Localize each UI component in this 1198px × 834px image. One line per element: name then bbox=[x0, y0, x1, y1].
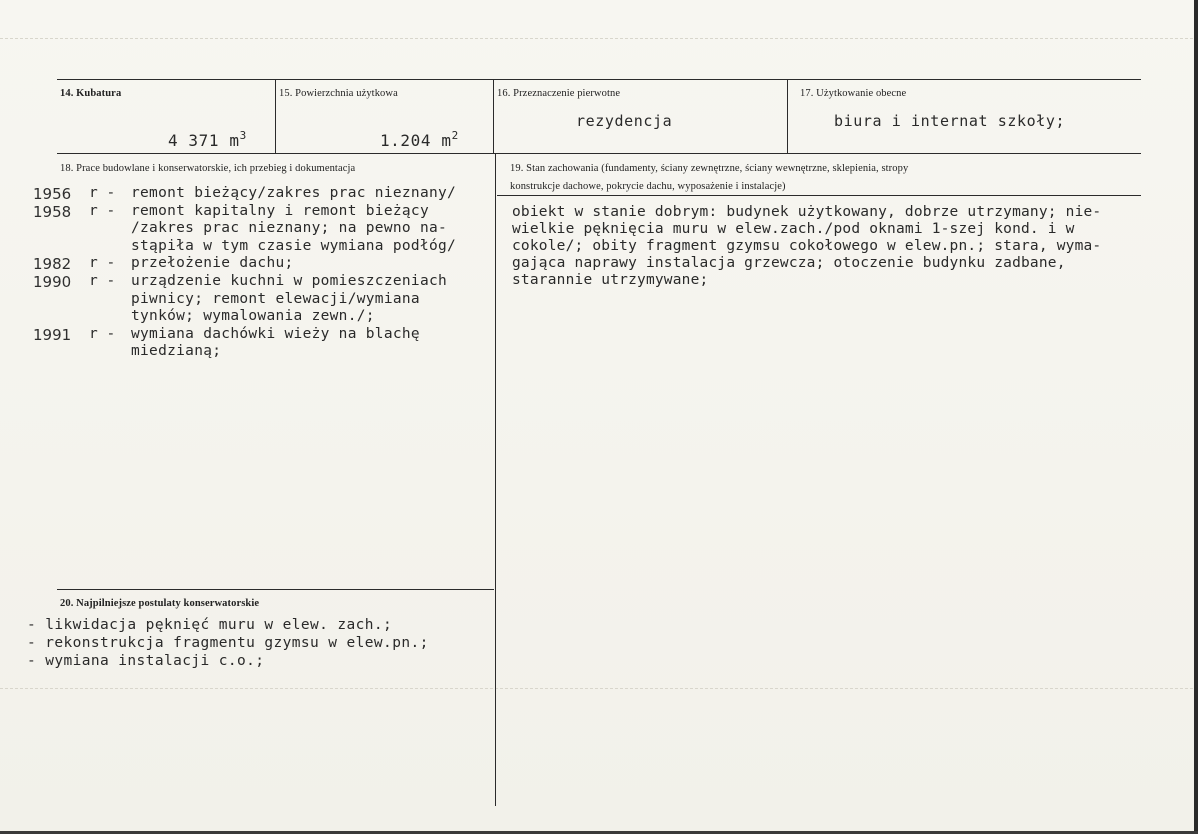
field-15-label: 15. Powierzchnia użytkowa bbox=[279, 88, 398, 99]
state-line: cokole/; obity fragment gzymsu cokołowego w elew.pn.; stara, wyma- bbox=[512, 238, 1102, 254]
work-text: tynków; wymalowania zewn./; bbox=[131, 308, 375, 325]
work-year: 1958 bbox=[33, 202, 72, 221]
state-line: wielkie pęknięcia muru w elew.zach./pod oknami 1-szej kond. i w bbox=[512, 221, 1075, 237]
work-text: stąpiła w tym czasie wymiana podłóg/ bbox=[131, 237, 457, 254]
postulate-item: - wymiana instalacji c.o.; bbox=[27, 653, 265, 669]
postulates-label: 20. Najpilniejsze postulaty konserwatorskie bbox=[60, 598, 260, 609]
field-14-unit-exponent: 3 bbox=[239, 129, 247, 142]
top-rule bbox=[57, 79, 1141, 80]
work-year: 1956 bbox=[33, 185, 72, 203]
card-edge-right bbox=[1194, 0, 1198, 834]
work-r: r - bbox=[89, 272, 116, 289]
sep-15-16 bbox=[493, 80, 494, 153]
postulates-top-rule bbox=[57, 589, 494, 590]
faint-rule-bottom bbox=[0, 688, 1198, 689]
field-17-label: 17. Użytkowanie obecne bbox=[800, 88, 907, 99]
faint-rule-top bbox=[0, 38, 1198, 39]
work-year: 1991 bbox=[33, 325, 72, 344]
postulate-item: - likwidacja pęknięć muru w elew. zach.; bbox=[27, 617, 393, 633]
work-text: urządzenie kuchni w pomieszczeniach bbox=[131, 272, 448, 289]
work-r: r - bbox=[89, 185, 116, 201]
postulate-item: - rekonstrukcja fragmentu gzymsu w elew.pn.; bbox=[27, 635, 429, 651]
work-text: przełożenie dachu; bbox=[131, 255, 294, 272]
work-text: remont kapitalny i remont bieżący bbox=[131, 202, 429, 219]
field-14-label: 14. Kubatura bbox=[60, 88, 122, 99]
work-r: r - bbox=[89, 202, 116, 219]
work-text: piwnicy; remont elewacji/wymiana bbox=[131, 290, 420, 307]
field-14-value-text: 4 371 m bbox=[167, 131, 240, 150]
work-text: remont bieżący/zakres prac nieznany/ bbox=[131, 185, 457, 201]
work-year: 1982 bbox=[33, 255, 72, 274]
works-label: 18. Prace budowlane i konserwatorskie, ich przebieg i dokumentacja bbox=[60, 163, 356, 174]
state-line: starannie utrzymywane; bbox=[512, 272, 709, 288]
state-line: obiekt w stanie dobrym: budynek użytkowany, dobrze utrzymany; nie- bbox=[512, 204, 1102, 220]
sep-18-19 bbox=[495, 154, 496, 806]
field-15-value-text: 1.204 m bbox=[379, 131, 452, 150]
sep-14-15 bbox=[275, 80, 276, 153]
work-r: r - bbox=[89, 255, 116, 272]
field-14-value bbox=[127, 110, 246, 169]
field-15-unit-exponent: 2 bbox=[451, 129, 459, 142]
field-17-value: biura i internat szkoły; bbox=[834, 112, 1066, 130]
state-label-line1: 19. Stan zachowania (fundamenty, ściany zewnętrzne, ściany wewnętrzne, sklepienia, stropy bbox=[510, 163, 909, 174]
work-r: r - bbox=[89, 325, 116, 342]
field-16-value: rezydencja bbox=[576, 112, 673, 130]
field-16-label: 16. Przeznaczenie pierwotne bbox=[497, 88, 621, 99]
work-text: miedzianą; bbox=[131, 343, 222, 360]
state-line: gająca naprawy instalacja grzewcza; otoczenie budynku zadbane, bbox=[512, 255, 1066, 271]
work-text: /zakres prac nieznany; na pewno na- bbox=[131, 220, 448, 237]
work-text: wymiana dachówki wieży na blachę bbox=[131, 325, 420, 342]
state-label-line2: konstrukcje dachowe, pokrycie dachu, wyposażenie i instalacje) bbox=[510, 181, 786, 192]
state-header-rule bbox=[497, 195, 1141, 196]
work-year: 1990 bbox=[33, 272, 72, 291]
field-15-value bbox=[339, 110, 458, 169]
sep-16-17 bbox=[787, 80, 788, 153]
